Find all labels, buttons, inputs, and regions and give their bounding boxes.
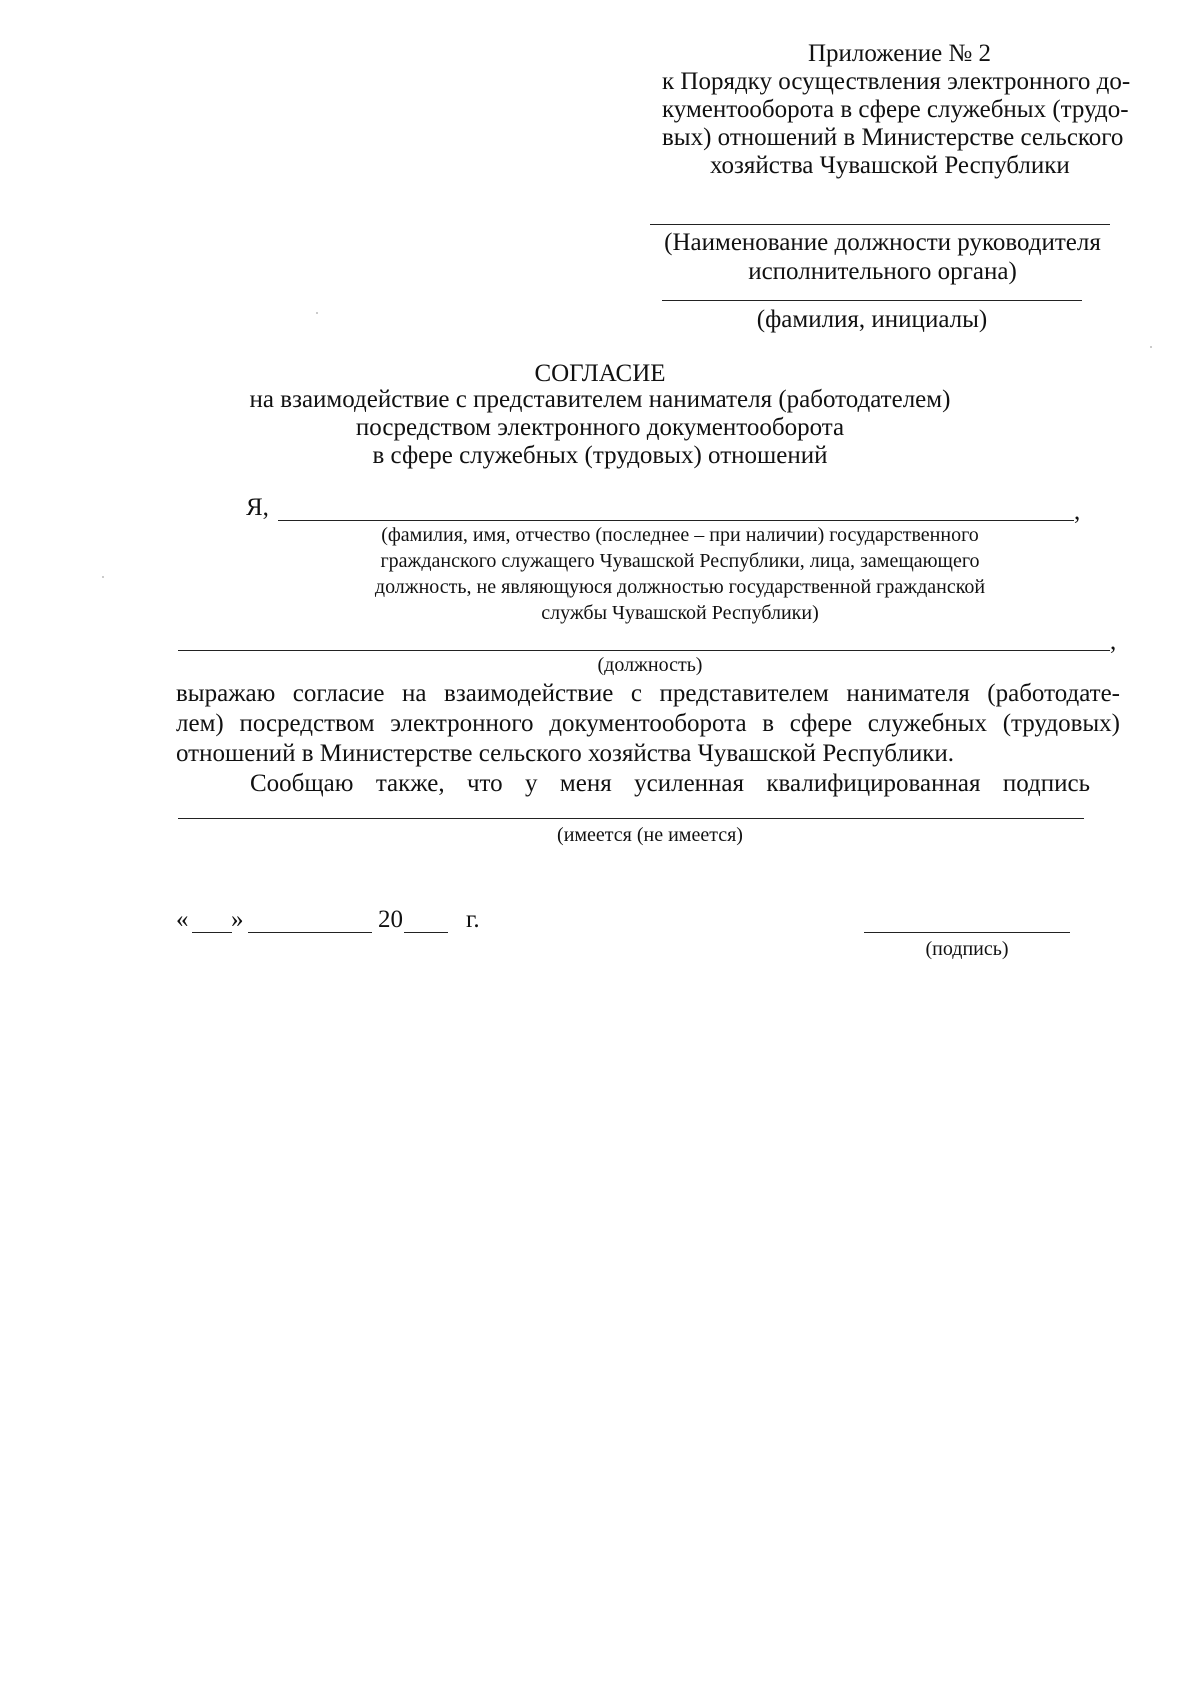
date-day-line: [192, 932, 232, 933]
document-subtitle-3: в сфере служебных (трудовых) отношений: [372, 442, 828, 469]
appendix-line-1: к Порядку осуществления электронного до-: [662, 68, 1131, 95]
body-signature-statement: Сообщаю также, что у меня усиленная квалифицированная подпись: [250, 770, 1090, 797]
declarant-caption-1: (фамилия, имя, отчество (последнее – при наличии) государственного: [381, 524, 979, 546]
date-month-line: [248, 932, 372, 933]
date-open-quote: «: [176, 906, 189, 933]
appendix-line-2: кументооборота в сфере служебных (трудо-: [662, 96, 1129, 123]
appendix-line-4: хозяйства Чувашской Республики: [710, 152, 1070, 179]
addressee-position-caption-2: исполнительного органа): [748, 258, 1017, 285]
appendix-title: Приложение № 2: [808, 40, 992, 67]
signature-caption: (подпись): [925, 938, 1009, 960]
body-paragraph-line-2: лем) посредством электронного документооборота в сфере служебных (трудовых): [176, 710, 1120, 737]
date-close-quote: »: [231, 906, 244, 933]
declarant-position-caption: (должность): [597, 654, 703, 676]
declarant-position-comma: ,: [1110, 628, 1117, 655]
signature-status-caption: (имеется (не имеется): [557, 824, 743, 846]
addressee-position-caption-1: (Наименование должности руководителя: [664, 229, 1101, 256]
scan-speck: [1150, 346, 1152, 348]
document-subtitle-1: на взаимодействие с представителем нанимателя (работодателем): [249, 386, 951, 413]
declarant-caption-2: гражданского служащего Чувашской Республики, лица, замещающего: [380, 550, 980, 572]
declarant-name-line: [278, 520, 1074, 521]
appendix-line-3: вых) отношений в Министерстве сельского: [662, 124, 1124, 151]
addressee-name-line: [662, 300, 1082, 301]
body-paragraph-line-1: выражаю согласие на взаимодействие с представителем нанимателя (работодате-: [176, 680, 1120, 707]
signature-status-line: [178, 818, 1084, 819]
declarant-prefix: Я,: [246, 494, 269, 521]
declarant-position-line: [178, 650, 1110, 651]
declarant-caption-4: службы Чувашской Республики): [541, 602, 819, 624]
addressee-position-line: [650, 224, 1110, 225]
scan-speck: [102, 576, 104, 578]
document-title: СОГЛАСИЕ: [534, 360, 666, 387]
date-year-line: [404, 932, 448, 933]
body-paragraph-line-3: отношений в Министерстве сельского хозяйства Чувашской Республики.: [176, 740, 954, 767]
document-subtitle-2: посредством электронного документооборота: [355, 414, 845, 441]
declarant-caption-3: должность, не являющуюся должностью государственной гражданской: [374, 576, 986, 598]
addressee-name-caption: (фамилия, инициалы): [756, 306, 988, 333]
scan-speck: [316, 312, 318, 314]
declarant-name-comma: ,: [1074, 498, 1081, 525]
signature-line: [864, 932, 1070, 933]
date-year-prefix: 20: [378, 906, 403, 933]
date-year-suffix: г.: [466, 906, 480, 933]
